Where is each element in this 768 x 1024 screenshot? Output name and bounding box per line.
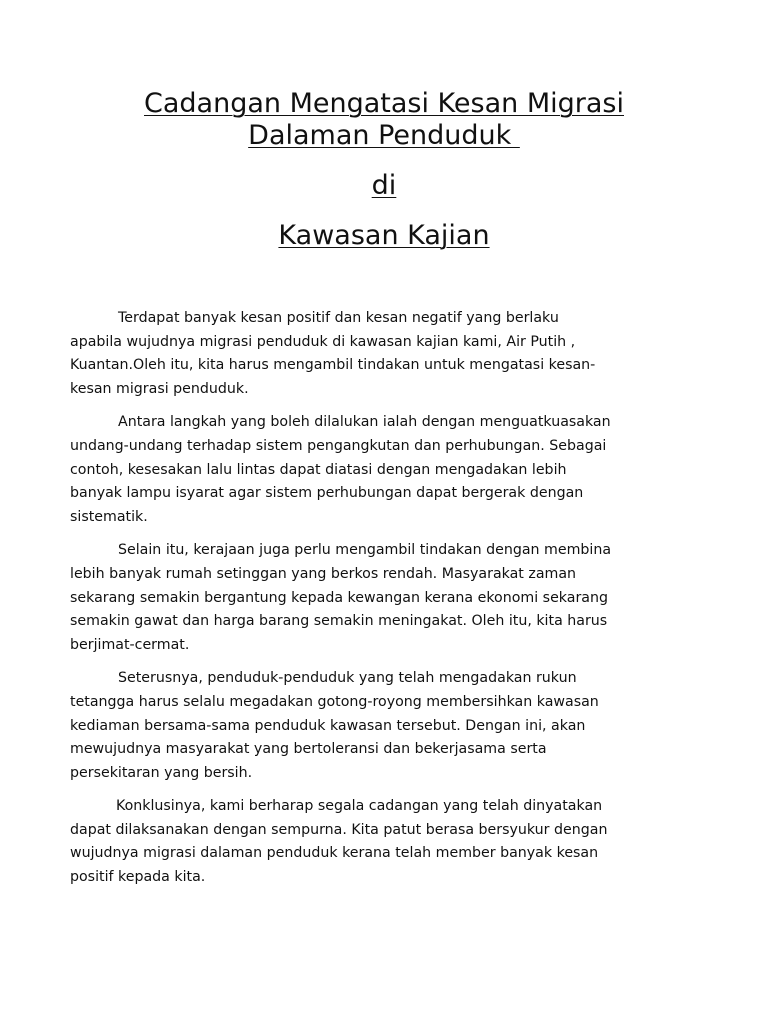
paragraph-line: positif kepada kita. xyxy=(70,869,206,886)
document-title-line-2: Dalaman Penduduk xyxy=(248,120,520,151)
paragraph-line: persekitaran yang bersih. xyxy=(70,764,253,781)
paragraph-line: apabila wujudnya migrasi penduduk di kawasan kajian kami, Air Putih , xyxy=(70,333,576,350)
paragraph-line: contoh, kesesakan lalu lintas dapat diatasi dengan mengadakan lebih xyxy=(70,461,567,478)
title-block xyxy=(0,88,768,252)
paragraph-line: lebih banyak rumah setinggan yang berkos rendah. Masyarakat zaman xyxy=(70,565,577,582)
paragraph-line: kesan migrasi penduduk. xyxy=(70,380,249,397)
paragraph-line: Terdapat banyak kesan positif dan kesan negatif yang berlaku xyxy=(118,310,559,326)
paragraph-line: kediaman bersama-sama penduduk kawasan tersebut. Dengan ini, akan xyxy=(70,717,586,734)
document-subtitle-kawasan: Kawasan Kajian xyxy=(278,220,490,251)
paragraph-line: Konklusinya, kami berharap segala cadangan yang telah dinyatakan xyxy=(116,798,603,815)
paragraph-line: undang-undang terhadap sistem pengangkutan dan perhubungan. Sebagai xyxy=(70,437,607,454)
paragraph-line: Antara langkah yang boleh dilalukan ialah dengan menguatkuasakan xyxy=(118,414,611,431)
paragraph-2 xyxy=(70,411,690,529)
paragraph-5 xyxy=(70,795,690,889)
document-subtitle-di: di xyxy=(371,170,397,201)
paragraph-line: semakin gawat dan harga barang semakin meningakat. Oleh itu, kita harus xyxy=(70,613,608,630)
paragraph-line: banyak lampu isyarat agar sistem perhubungan dapat bergerak dengan xyxy=(70,485,584,502)
paragraph-line: Selain itu, kerajaan juga perlu mengambil tindakan dengan membina xyxy=(118,542,612,559)
document-title-line-1: Cadangan Mengatasi Kesan Migrasi xyxy=(144,88,624,119)
paragraph-line: berjimat-cermat. xyxy=(70,636,190,653)
paragraph-line: sistematik. xyxy=(70,508,148,525)
paragraph-line: wujudnya migrasi dalaman penduduk kerana telah member banyak kesan xyxy=(70,845,599,862)
paragraph-line: tetangga harus selalu megadakan gotong-royong membersihkan kawasan xyxy=(70,693,599,710)
paragraph-4 xyxy=(70,667,690,785)
document-body xyxy=(70,307,690,900)
paragraph-line: Seterusnya, penduduk-penduduk yang telah mengadakan rukun xyxy=(118,670,577,687)
paragraph-line: Kuantan.Oleh itu, kita harus mengambil tindakan untuk mengatasi kesan- xyxy=(70,357,596,374)
paragraph-1 xyxy=(70,307,690,401)
paragraph-line: dapat dilaksanakan dengan sempurna. Kita patut berasa bersyukur dengan xyxy=(70,821,608,838)
paragraph-3 xyxy=(70,539,690,657)
paragraph-line: mewujudnya masyarakat yang bertoleransi dan bekerjasama serta xyxy=(70,741,547,758)
paragraph-line: sekarang semakin bergantung kepada kewangan kerana ekonomi sekarang xyxy=(70,589,608,606)
